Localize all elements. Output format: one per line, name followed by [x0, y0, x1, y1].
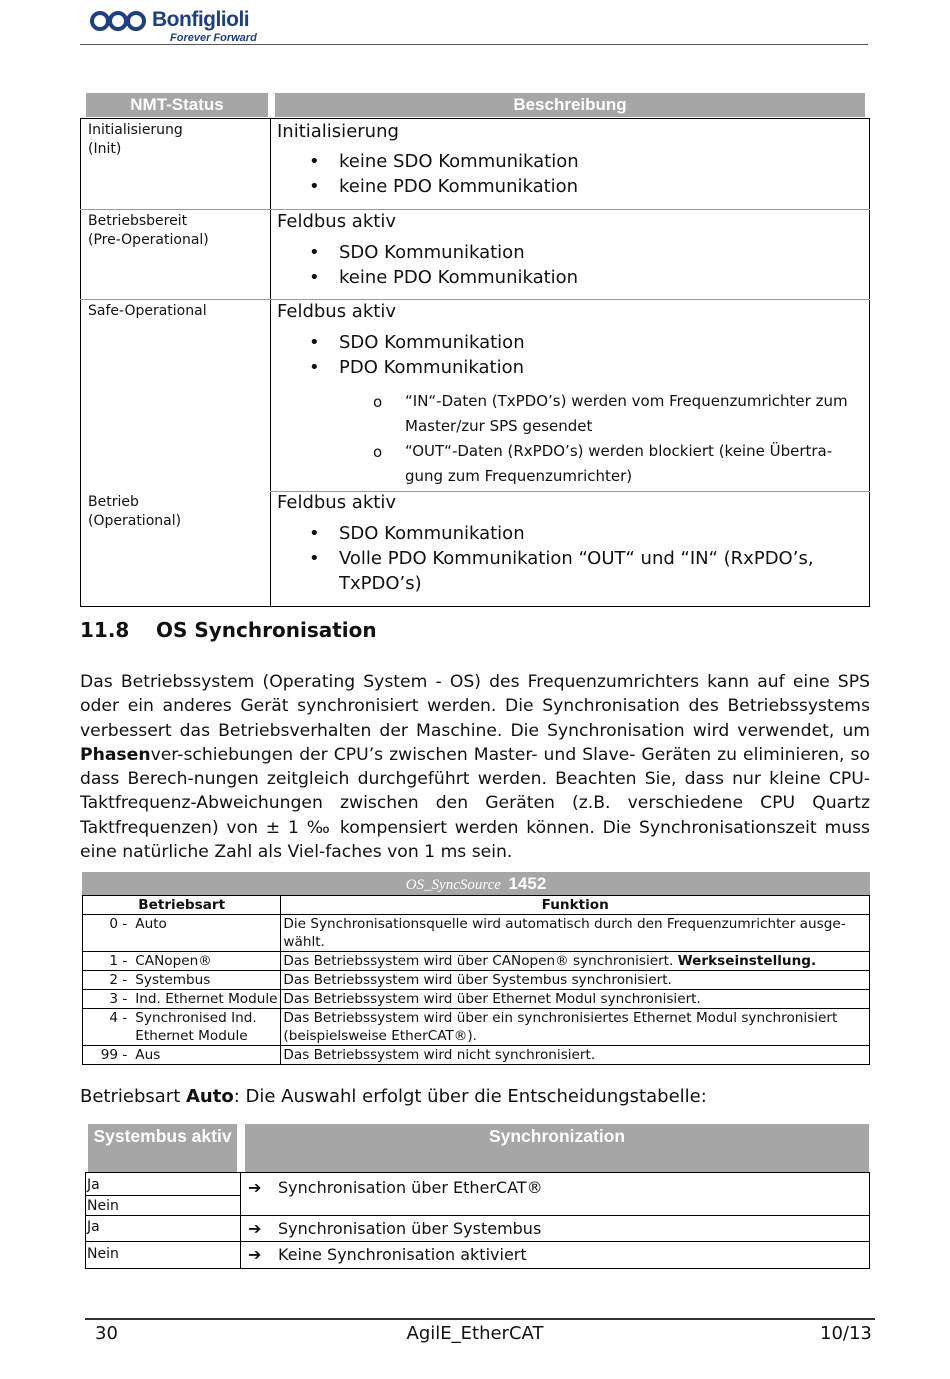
nmt-row-heading: Feldbus aktiv — [277, 301, 396, 322]
mode-number: 4 - — [83, 1009, 134, 1046]
default-setting-label: Werkseinstellung. — [677, 953, 817, 969]
sub-bullet-item: “IN“-Daten (TxPDO’s) werden vom Frequenzumrichter zum Master/zur SPS gesendet — [405, 392, 848, 435]
mode-function: Die Synchronisationsquelle wird automatisch durch den Frequenzumrichter ausge-wählt. — [281, 915, 870, 952]
bullet-item: • PDO Kommunikation — [339, 355, 524, 380]
arrow-right-icon: ➔ — [248, 1178, 262, 1197]
arrow-right-icon: ➔ — [248, 1219, 262, 1238]
column-header: Betriebsart — [83, 896, 281, 915]
table-row — [83, 915, 870, 952]
mode-name: Ind. Ethernet Module — [133, 990, 281, 1009]
table-row — [83, 990, 870, 1009]
table-row — [83, 1009, 870, 1046]
status-name: Safe-Operational — [88, 303, 207, 319]
mode-name: CANopen® — [133, 952, 281, 971]
table-divider — [240, 1172, 241, 1269]
status-alias: (Init) — [88, 141, 122, 157]
mode-function — [281, 952, 870, 971]
bullet-item: • SDO Kommunikation — [339, 521, 525, 546]
section-title: OS Synchronisation — [156, 618, 377, 642]
sync-source-table — [82, 895, 870, 1065]
table-header-row — [83, 896, 870, 915]
bonfiglioli-logo — [90, 8, 260, 46]
intro-emphasis: Auto — [185, 1086, 234, 1107]
mode-name: Synchronised Ind. Ethernet Module — [133, 1009, 281, 1046]
table-divider — [270, 118, 271, 607]
decision-col-systembus-header: Systembus aktiv — [88, 1124, 237, 1172]
circle-bullet-icon: o — [373, 393, 383, 411]
footer-document-name: AgilE_EtherCAT — [406, 1323, 544, 1344]
nmt-status-cell — [88, 212, 209, 250]
parameter-header — [82, 872, 870, 895]
decision-result — [248, 1245, 527, 1264]
paragraph-emphasis: Phasen — [80, 744, 151, 765]
bullet-item: • Volle PDO Kommunikation “OUT“ und “IN“ (RxPDO’s, TxPDO’s) — [339, 546, 819, 596]
status-name: Initialisierung — [88, 122, 183, 138]
decision-result — [248, 1178, 543, 1197]
mode-number: 0 - — [83, 915, 134, 952]
parameter-name: OS_SyncSource — [405, 877, 501, 893]
mode-function: Das Betriebssystem wird über Systembus synchronisiert. — [281, 971, 870, 990]
logo-mark-icon — [90, 10, 148, 32]
result-text: Synchronisation über Systembus — [278, 1219, 542, 1238]
paragraph-text: ver-schiebungen der CPU’s zwischen Master- und Slave- Geräten zu eliminieren, so dass Berech-nungen zeitgleich durchgeführt werden. Beachten Sie, dass nur kleine CPU-Taktfrequenz-Abweichungen zwischen den Geräten (z.B. verschiedene CPU Quartz Taktfrequenzen) von ± 1 ‰ kompensiert werden können. Die Synchronisationszeit muss eine natürliche Zahl als Viel-faches von 1 ms sein. — [80, 744, 870, 863]
table-row — [83, 1046, 870, 1065]
paragraph-text: Das Betriebssystem (Operating System - OS) des Frequenzumrichters kann auf eine SPS oder ein anderes Gerät synchronisiert werden. Die Synchronisation des Betriebssystems verbessert das Betriebsverhalten der Maschine. Die Synchronisation wird verwendet, um — [80, 672, 870, 741]
bullet-item: • keine SDO Kommunikation — [339, 149, 579, 174]
decision-condition: Nein — [87, 1198, 119, 1214]
mode-name: Auto — [133, 915, 281, 952]
bullet-item: • keine PDO Kommunikation — [339, 174, 578, 199]
decision-condition: Ja — [87, 1219, 100, 1235]
nmt-status-cell — [88, 302, 207, 321]
decision-result — [248, 1219, 541, 1238]
row-divider — [80, 299, 870, 300]
table-row — [83, 952, 870, 971]
column-header: Funktion — [281, 896, 870, 915]
nmt-row-heading: Initialisierung — [277, 121, 399, 142]
nmt-col-status-header: NMT-Status — [86, 93, 268, 117]
logo-wordmark: Bonfiglioli — [152, 8, 250, 31]
mode-number: 3 - — [83, 990, 134, 1009]
circle-bullet-icon: o — [373, 443, 383, 461]
result-text: Keine Synchronisation aktiviert — [278, 1245, 527, 1264]
nmt-row-heading: Feldbus aktiv — [277, 211, 396, 232]
status-name: Betrieb — [88, 494, 139, 510]
nmt-row-heading: Feldbus aktiv — [277, 492, 396, 513]
row-divider — [85, 1195, 240, 1196]
auto-mode-intro — [80, 1086, 707, 1107]
row-divider — [80, 209, 870, 210]
table-row — [83, 971, 870, 990]
mode-number: 99 - — [83, 1046, 134, 1065]
decision-col-sync-header: Synchronization — [245, 1124, 869, 1172]
nmt-status-cell — [88, 121, 183, 159]
decision-condition: Nein — [87, 1246, 119, 1262]
footer-rule — [85, 1318, 875, 1320]
row-divider — [85, 1215, 870, 1216]
decision-condition: Ja — [87, 1177, 100, 1193]
section-paragraph — [80, 670, 870, 864]
bullet-item: • keine PDO Kommunikation — [339, 265, 578, 290]
mode-function: Das Betriebssystem wird über ein synchronisiertes Ethernet Modul synchronisiert (beispielsweise EtherCAT®). — [281, 1009, 870, 1046]
logo-tagline: Forever Forward — [170, 32, 257, 44]
mode-function: Das Betriebssystem wird nicht synchronisiert. — [281, 1046, 870, 1065]
status-alias: (Pre-Operational) — [88, 232, 209, 248]
status-alias: (Operational) — [88, 513, 182, 529]
bullet-item: • SDO Kommunikation — [339, 330, 525, 355]
row-divider — [85, 1241, 870, 1242]
bullet-item: • SDO Kommunikation — [339, 240, 525, 265]
result-text: Synchronisation über EtherCAT® — [278, 1178, 543, 1197]
mode-number: 2 - — [83, 971, 134, 990]
status-name: Betriebsbereit — [88, 213, 188, 229]
arrow-right-icon: ➔ — [248, 1245, 262, 1264]
function-text: Das Betriebssystem wird über CANopen® synchronisiert. — [283, 953, 674, 969]
parameter-number: 1452 — [508, 874, 547, 893]
footer-page-number: 30 — [95, 1323, 118, 1344]
mode-name: Aus — [133, 1046, 281, 1065]
section-number: 11.8 — [80, 618, 130, 642]
intro-text: Betriebsart — [80, 1086, 186, 1107]
nmt-col-description-header: Beschreibung — [275, 93, 865, 117]
footer-date: 10/13 — [820, 1323, 872, 1344]
mode-number: 1 - — [83, 952, 134, 971]
mode-name: Systembus — [133, 971, 281, 990]
mode-function: Das Betriebssystem wird über Ethernet Modul synchronisiert. — [281, 990, 870, 1009]
sub-bullet-item: “OUT“-Daten (RxPDO’s) werden blockiert (keine Übertra-gung zum Frequenzumrichter) — [405, 442, 833, 485]
nmt-status-cell — [88, 493, 181, 531]
header-rule — [80, 44, 868, 45]
intro-text: : Die Auswahl erfolgt über die Entscheidungstabelle: — [233, 1086, 707, 1107]
